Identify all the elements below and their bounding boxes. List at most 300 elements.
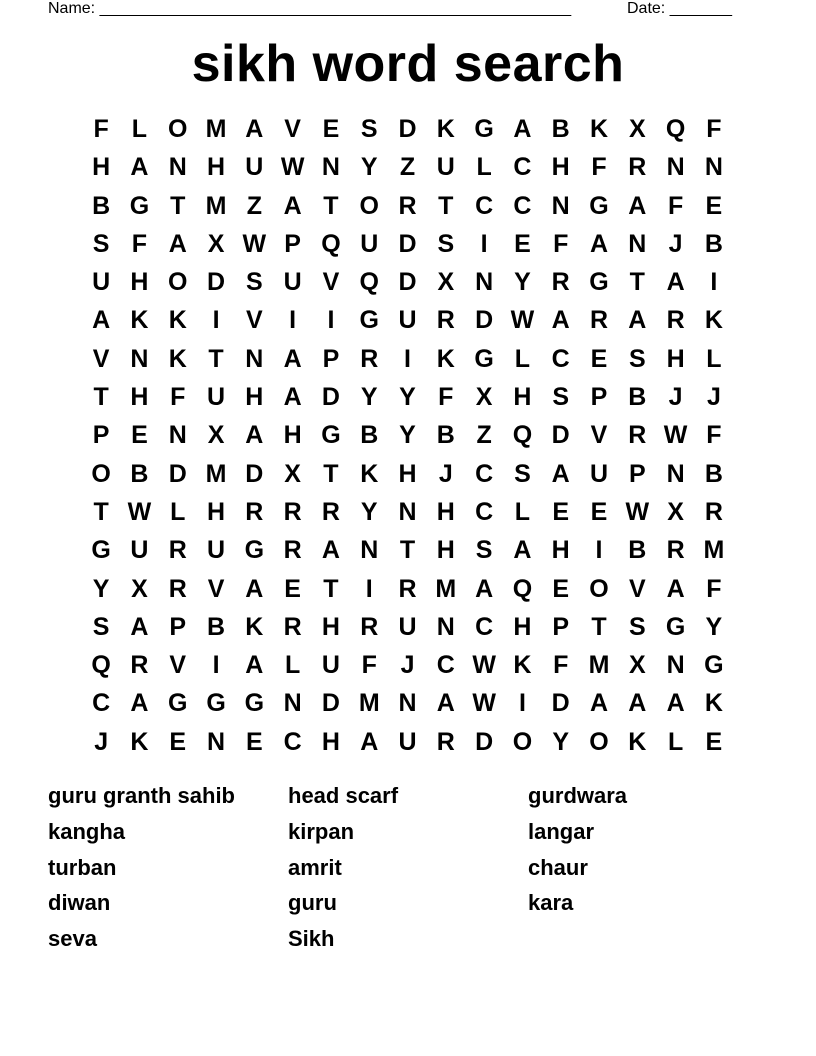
grid-letter: V [284,115,301,143]
grid-letter: P [628,459,646,488]
word-list-item: head scarf [288,783,399,808]
grid-row [82,570,737,608]
grid-letter: R [551,268,570,297]
grid-letter: Y [360,383,378,412]
grid-letter: R [436,306,455,335]
grid-letter: W [625,497,650,526]
grid-letter: N [666,651,685,680]
grid-letter: O [168,268,188,297]
grid-letter: V [628,574,646,603]
grid-letter: K [130,306,149,335]
grid-letter: L [514,497,531,526]
grid-letter: A [589,229,609,258]
grid-letter: K [245,612,264,641]
grid-letter: A [551,306,570,335]
grid-letter: K [513,651,532,680]
grid-letter: N [207,727,226,756]
grid-letter: P [322,344,340,373]
worksheet-header [48,0,748,20]
grid-letter: M [703,536,725,565]
grid-row [82,493,737,531]
grid-letter: E [284,574,301,603]
grid-letter: H [130,383,149,412]
grid-letter: T [629,268,645,297]
grid-letter: A [628,306,647,335]
grid-letter: L [170,497,186,526]
grid-letter: N [551,191,570,220]
grid-row [82,340,737,378]
grid-letter: P [169,612,187,641]
grid-letter: R [168,536,187,565]
grid-letter: N [245,344,264,373]
grid-letter: K [360,459,379,488]
grid-letter: H [321,612,340,641]
grid-letter: W [472,651,496,680]
grid-letter: R [283,497,302,526]
grid-letter: W [242,229,267,258]
grid-letter: D [551,689,570,718]
grid-letter: X [207,229,225,258]
grid-letter: A [628,191,647,220]
grid-letter: B [628,383,647,412]
grid-letter: G [244,536,265,565]
grid-letter: N [360,536,379,565]
grid-letter: H [551,153,570,182]
grid-letter: F [170,383,186,412]
grid-letter: T [208,344,224,373]
grid-letter: I [365,574,373,603]
grid-row [82,148,737,186]
grid-row [82,684,737,722]
grid-letter: F [706,421,722,450]
grid-letter: U [398,306,417,335]
grid-letter: A [130,612,149,641]
grid-letter: N [283,689,302,718]
grid-letter: Y [360,153,378,182]
grid-letter: Y [399,421,416,450]
grid-letter: E [590,497,608,526]
grid-letter: F [553,229,569,258]
word-list-item: guru granth sahib [48,783,235,808]
grid-letter: M [205,459,227,488]
grid-letter: N [436,612,455,641]
grid-letter: S [437,229,455,258]
grid-letter: R [168,574,187,603]
grid-letter: H [207,153,226,182]
grid-letter: H [283,421,302,450]
grid-letter: S [628,344,646,373]
grid-letter: O [91,459,111,488]
grid-letter: G [665,612,686,641]
grid-letter: C [475,497,494,526]
grid-letter: Q [665,115,686,143]
grid-letter: G [474,344,494,373]
grid-letter: H [92,153,111,182]
grid-letter: Y [92,574,110,603]
grid-letter: U [398,612,417,641]
page-title: sikh word search [191,35,625,93]
grid-letter: J [438,459,453,488]
grid-letter: U [321,651,340,680]
grid-letter: K [628,727,647,756]
grid-letter: B [436,421,455,450]
grid-letter: C [475,191,494,220]
grid-row [82,723,737,761]
grid-letter: D [398,115,417,143]
grid-letter: K [168,306,187,335]
word-list-item: turban [48,854,117,880]
grid-letter: B [92,191,111,220]
word-list-item: chaur [528,854,588,880]
grid-letter: G [91,536,111,565]
grid-letter: O [512,727,533,756]
grid-letter: E [705,191,723,220]
grid-letter: I [404,344,411,373]
grid-letter: N [168,153,187,182]
grid-row [82,225,737,263]
grid-letter: E [552,574,570,603]
grid-letter: C [436,651,455,680]
grid-letter: I [212,651,220,680]
grid-letter: T [323,574,339,603]
grid-letter: A [130,153,149,182]
grid-row [82,110,737,148]
grid-row [82,263,737,301]
grid-letter: Y [399,383,416,412]
grid-letter: M [358,689,380,718]
grid-letter: R [398,191,417,220]
grid-letter: K [130,727,149,756]
grid-letter: S [514,459,531,488]
grid-letter: F [131,229,148,258]
grid-letter: B [628,536,647,565]
grid-letter: V [207,574,225,603]
grid-letter: J [668,229,683,258]
grid-letter: U [436,153,455,182]
grid-row [82,455,737,493]
grid-letter: I [289,306,297,335]
grid-letter: J [706,383,721,412]
word-list-item: kara [528,890,574,916]
grid-row [82,608,737,646]
grid-letter: Y [514,268,531,297]
grid-letter: U [589,459,609,488]
grid-letter: N [475,268,494,297]
grid-letter: U [207,383,226,412]
grid-letter: N [666,153,685,182]
grid-letter: V [92,344,110,373]
grid-letter: U [398,727,417,756]
grid-letter: R [666,536,685,565]
grid-letter: M [435,574,457,603]
grid-letter: C [283,727,302,756]
grid-letter: S [92,229,110,258]
grid-letter: G [206,689,226,718]
grid-letter: A [666,268,685,297]
grid-letter: X [628,651,646,680]
grid-letter: D [475,306,494,335]
grid-letter: H [321,727,340,756]
grid-letter: F [93,115,109,143]
grid-letter: P [552,612,570,641]
word-list-item: gurdwara [528,783,628,808]
grid-letter: K [436,344,455,373]
grid-letter: A [513,536,532,565]
grid-letter: Q [321,229,341,258]
grid-letter: S [628,612,646,641]
grid-letter: E [169,727,187,756]
grid-letter: O [168,115,188,143]
grid-letter: D [245,459,264,488]
grid-letter: I [595,536,603,565]
grid-letter: G [589,191,609,220]
grid-letter: R [321,497,340,526]
grid-letter: C [551,344,570,373]
grid-row [82,646,737,684]
grid-letter: M [205,115,227,143]
grid-letter: D [321,383,340,412]
grid-letter: J [668,383,683,412]
grid-letter: K [168,344,187,373]
grid-letter: G [704,651,724,680]
grid-letter: O [359,191,379,220]
grid-letter: I [212,306,220,335]
word-list-item: guru [288,890,337,916]
grid-letter: P [590,383,608,412]
grid-letter: G [129,191,150,220]
grid-letter: I [480,229,488,258]
grid-letter: A [666,689,685,718]
grid-letter: V [245,306,263,335]
word-list-item: langar [528,818,595,844]
grid-letter: R [704,497,723,526]
grid-letter: U [283,268,302,297]
grid-letter: N [398,689,417,718]
grid-letter: A [513,115,532,143]
grid-letter: A [283,191,302,220]
grid-letter: X [131,574,148,603]
grid-letter: K [704,306,723,335]
grid-letter: X [475,383,493,412]
grid-letter: E [514,229,531,258]
grid-letter: X [207,421,225,450]
grid-letter: I [710,268,718,297]
grid-letter: A [245,421,264,450]
grid-letter: H [245,383,264,412]
grid-letter: T [323,459,339,488]
grid-letter: K [589,115,609,143]
grid-letter: L [476,153,492,182]
grid-letter: H [436,536,455,565]
grid-letter: C [92,689,111,718]
grid-letter: B [130,459,149,488]
grid-letter: R [130,651,149,680]
grid-letter: G [244,689,265,718]
grid-letter: A [130,689,149,718]
grid-letter: H [666,344,685,373]
grid-letter: A [245,115,264,143]
grid-row [82,531,737,569]
grid-letter: S [245,268,263,297]
grid-letter: V [169,651,187,680]
grid-letter: E [245,727,263,756]
grid-letter: R [283,612,302,641]
letter-grid [82,110,737,761]
grid-letter: A [666,574,685,603]
grid-letter: N [666,459,685,488]
grid-letter: N [168,421,187,450]
grid-letter: U [207,536,226,565]
grid-letter: X [667,497,684,526]
grid-row [82,416,737,454]
grid-letter: J [94,727,109,756]
grid-letter: C [475,459,494,488]
grid-letter: S [475,536,493,565]
grid-letter: U [360,229,379,258]
grid-letter: U [130,536,149,565]
grid-letter: P [284,229,301,258]
grid-letter: E [552,497,570,526]
grid-letter: K [436,115,455,143]
grid-letter: A [283,383,302,412]
grid-letter: B [207,612,226,641]
grid-letter: N [704,153,723,182]
grid-row [82,187,737,225]
grid-letter: R [589,306,609,335]
grid-letter: C [513,191,532,220]
grid-letter: H [513,612,532,641]
grid-letter: D [168,459,187,488]
grid-letter: Z [246,191,262,220]
grid-letter: W [280,153,305,182]
grid-letter: E [322,115,340,143]
date-field: Date: _______ [627,0,732,17]
grid-letter: Z [476,421,492,450]
grid-letter: Y [360,497,378,526]
word-column-1 [48,778,235,957]
word-column-2 [288,778,398,957]
word-list-item: kangha [48,818,126,844]
grid-letter: L [131,115,148,143]
grid-letter: T [170,191,186,220]
grid-letter: A [589,689,609,718]
grid-letter: T [93,497,109,526]
grid-letter: A [628,689,647,718]
grid-letter: R [360,344,379,373]
grid-letter: N [628,229,647,258]
grid-letter: H [551,536,570,565]
grid-letter: A [360,727,379,756]
grid-letter: A [92,306,111,335]
word-column-3 [528,778,627,921]
grid-letter: A [321,536,340,565]
grid-row [82,378,737,416]
grid-letter: H [436,497,455,526]
grid-letter: L [706,344,722,373]
grid-letter: O [589,574,609,603]
grid-letter: I [518,689,526,718]
grid-letter: F [706,115,722,143]
grid-letter: P [92,421,110,450]
grid-letter: M [588,651,610,680]
grid-letter: A [245,651,264,680]
grid-letter: V [322,268,340,297]
grid-letter: T [591,612,607,641]
grid-letter: A [283,344,302,373]
grid-letter: Y [705,612,723,641]
grid-letter: B [551,115,570,143]
grid-letter: C [513,153,532,182]
grid-letter: D [398,229,417,258]
grid-letter: E [131,421,148,450]
grid-letter: S [552,383,570,412]
grid-letter: T [323,191,339,220]
grid-letter: X [628,115,646,143]
grid-letter: H [513,383,532,412]
grid-row [82,301,737,339]
grid-letter: A [551,459,570,488]
grid-letter: X [437,268,455,297]
grid-letter: R [360,612,379,641]
grid-letter: C [475,612,494,641]
grid-letter: K [704,689,723,718]
grid-letter: I [327,306,335,335]
grid-letter: L [284,651,301,680]
grid-letter: A [245,574,264,603]
grid-letter: E [705,727,723,756]
grid-letter: H [398,459,417,488]
word-list-item: Sikh [288,926,335,952]
grid-letter: N [398,497,417,526]
grid-letter: F [706,574,722,603]
grid-letter: M [205,191,227,220]
grid-letter: Q [512,421,533,450]
grid-letter: F [438,383,454,412]
grid-letter: G [168,689,188,718]
name-field: Name: _____________________________________________________ [48,0,572,17]
grid-letter: S [92,612,110,641]
grid-letter: V [590,421,608,450]
word-list-item: amrit [288,854,342,880]
grid-letter: T [399,536,416,565]
grid-letter: J [400,651,415,680]
grid-letter: D [207,268,226,297]
grid-letter: F [361,651,377,680]
grid-letter: N [130,344,149,373]
grid-letter: T [93,383,109,412]
grid-letter: T [438,191,454,220]
grid-letter: D [551,421,570,450]
grid-letter: W [127,497,152,526]
grid-letter: Y [552,727,570,756]
grid-letter: H [130,268,149,297]
grid-letter: G [474,115,494,143]
grid-letter: A [436,689,455,718]
grid-letter: G [321,421,341,450]
grid-letter: R [283,536,302,565]
grid-letter: Z [399,153,416,182]
word-list-item: seva [48,926,97,952]
grid-letter: W [472,689,496,718]
grid-letter: H [207,497,226,526]
grid-letter: Q [91,651,111,680]
grid-letter: W [510,306,535,335]
grid-letter: S [360,115,378,143]
grid-letter: N [321,153,340,182]
grid-letter: G [359,306,379,335]
grid-letter: R [666,306,685,335]
grid-letter: D [398,268,417,297]
